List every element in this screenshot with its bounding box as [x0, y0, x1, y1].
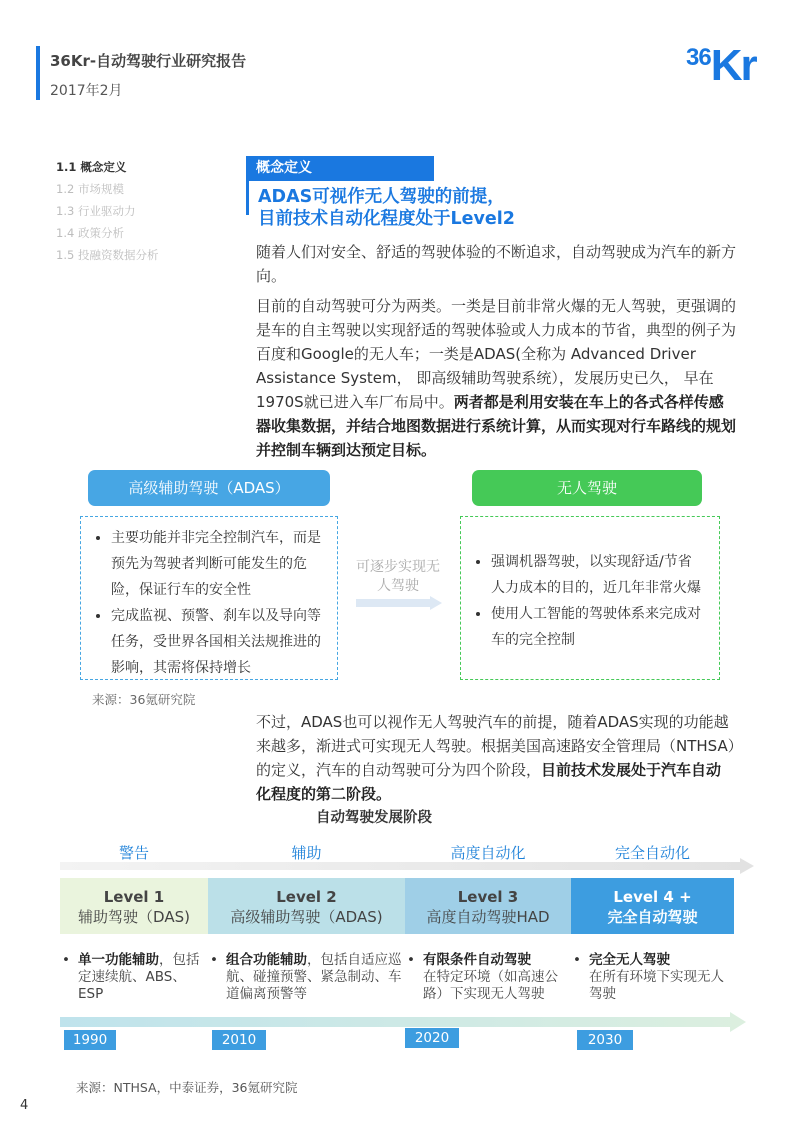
level-3-box: Level 3 高度自动驾驶HAD [405, 878, 571, 934]
level-2-box: Level 2 高级辅助驾驶（ADAS) [208, 878, 405, 934]
adas-description-box [80, 516, 338, 680]
phase-warning: 警告 [118, 844, 149, 862]
section-tag-line [246, 181, 249, 215]
driverless-point: • 强调机器驾驶，以实现舒适/节省人力成本的目的，近几年非常火爆 [491, 549, 705, 601]
level-3-description: • 有限条件自动驾驶 在特定环境（如高速公路）下实现无人驾驶 [407, 952, 558, 1002]
year-2030: 2030 [577, 1030, 633, 1050]
report-date: 2017年2月 [50, 83, 123, 99]
intro-paragraph: 随着人们对安全、舒适的驾驶体验的不断追求，自动驾驶成为汽车的新方向。 [256, 243, 737, 285]
adas-point: • 完成监视、预警、刹车以及导向等任务，受世界各国相关法规推进的影响，其需将保持增长 [111, 603, 323, 681]
driverless-description-box [460, 516, 720, 680]
table-of-contents [56, 156, 158, 266]
section-headline: ADAS可视作无人驾驶的前提， 目前技术自动化程度处于Level2 [258, 187, 515, 229]
level-2-description: • 组合功能辅助，包括自适应巡航、碰撞预警、紧急制动、车道偏离预警等 [210, 952, 402, 1002]
phase-high-automation: 高度自动化 [450, 844, 526, 862]
transition-text: 可逐步实现无人驾驶 [356, 559, 440, 594]
year-2020: 2020 [405, 1028, 459, 1048]
header-accent-bar [36, 46, 40, 100]
classification-paragraph: 目前的自动驾驶可分为两类。一类是目前非常火爆的无人驾驶，更强调的是车的自主驾驶以实现舒适的驾驶体验或人力成本的节省，典型的例子为百度和Google的无人车；一类是ADAS(全称为 Advanced Driver Assistance System， 即高级辅助驾驶系统），发展历史已久， 早在1970S就已进入车厂布局中。两者都是利用安装在车上的各式各样传感器收集数据，并结合地图数据进行系统计算，从而实现对行车路线的规划并控制车辆到达预定目标。 [256, 297, 737, 459]
timeline-top-arrow-icon [60, 858, 754, 874]
stages-title: 自动驾驶发展阶段 [316, 810, 432, 826]
stages-paragraph: 不过，ADAS也可以视作无人驾驶汽车的前提，随着ADAS实现的功能越来越多，渐进式可实现无人驾驶。根据美国高速路安全管理局（NTHSA）的定义，汽车的自动驾驶可分为四个阶段，目前技术发展处于汽车自动化程度的第二阶段。 [256, 713, 736, 803]
year-2010: 2010 [212, 1030, 266, 1050]
toc-item-drivers[interactable]: 1.3 行业驱动力 [56, 204, 136, 218]
level-1-box: Level 1 辅助驾驶（DAS) [60, 878, 208, 934]
year-1990: 1990 [64, 1030, 116, 1050]
adas-point: • 主要功能并非完全控制汽车，而是预先为驾驶者判断可能发生的危险，保证行车的安全性 [111, 525, 323, 603]
level-1-description: • 单一功能辅助，包括定速续航、ABS、ESP [62, 952, 200, 1002]
toc-item-investment[interactable]: 1.5 投融资数据分析 [56, 248, 159, 262]
36kr-logo: 36Kr [686, 41, 756, 90]
driverless-point: • 使用人工智能的驾驶体系来完成对车的完全控制 [491, 601, 705, 653]
level-4-description: • 完全无人驾驶 在所有环境下实现无人驾驶 [573, 952, 724, 1002]
toc-item-policy[interactable]: 1.4 政策分析 [56, 226, 124, 240]
comparison-source: 来源：36氪研究院 [92, 692, 196, 707]
adas-label: 高级辅助驾驶（ADAS） [88, 470, 330, 506]
section-tag: 概念定义 [246, 156, 434, 181]
toc-item-market-size[interactable]: 1.2 市场规模 [56, 182, 124, 196]
toc-item-concept[interactable]: 1.1 概念定义 [56, 160, 127, 174]
timeline-bottom-arrow-icon [60, 1012, 746, 1032]
level-4-box: Level 4 + 完全自动驾驶 [571, 878, 734, 934]
phase-full-automation: 完全自动化 [614, 844, 690, 862]
transition-arrow-icon [356, 596, 442, 610]
report-title: 36Kr-自动驾驶行业研究报告 [50, 52, 247, 70]
stages-source: 来源：NTHSA，中泰证券，36氪研究院 [76, 1080, 298, 1095]
driverless-label: 无人驾驶 [472, 470, 702, 506]
phase-assist: 辅助 [291, 844, 322, 862]
page-number: 4 [20, 1098, 29, 1113]
